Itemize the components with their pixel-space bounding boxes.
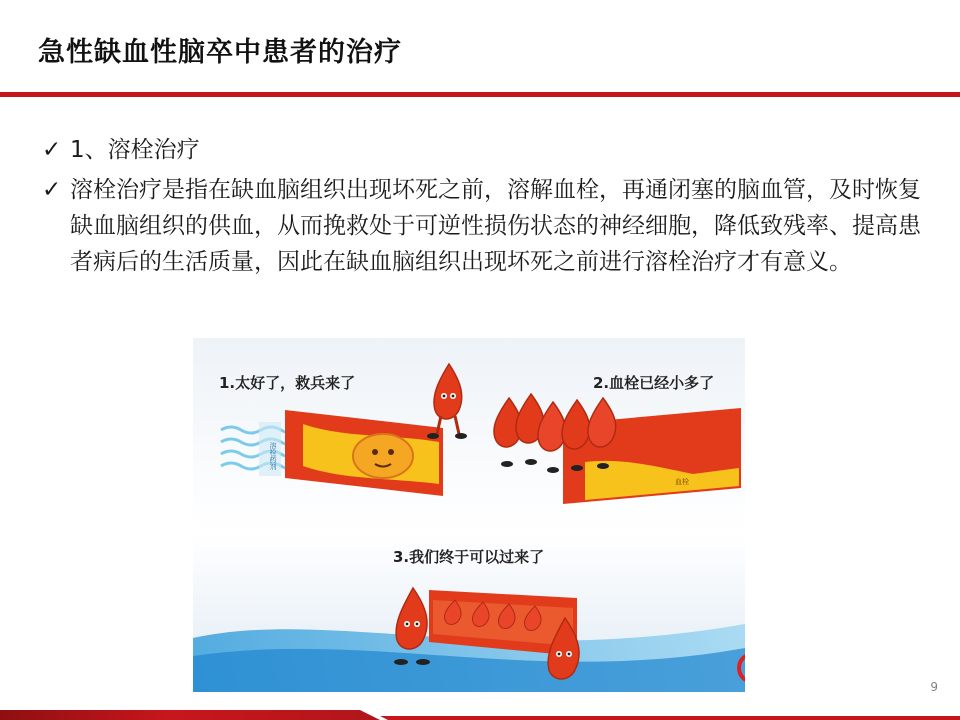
bullet-item (42, 132, 922, 168)
panel-3-label: 3.我们终于可以过来了 (393, 548, 545, 566)
bullet-text: 1、溶栓治疗 (70, 137, 200, 163)
page-number: 9 (930, 680, 938, 694)
clot-label: 血栓 (675, 478, 689, 486)
title-divider (0, 92, 960, 97)
drug-label: 溶栓药剂 (269, 442, 277, 470)
thrombolysis-illustration (193, 338, 745, 692)
panel-2-label: 2.血栓已经小多了 (593, 374, 715, 392)
bullet-text: 溶栓治疗是指在缺血脑组织出现坏死之前，溶解血栓，再通闭塞的脑血管，及时恢复缺血脑组织的供血，从而挽救处于可逆性损伤状态的神经细胞，降低致残率、提高患者病后的生活质量，因此在缺血脑组织出现坏死之前进行溶栓治疗才有意义。 (70, 177, 921, 275)
slide-title: 急性缺血性脑卒中患者的治疗 (38, 37, 402, 68)
checkmark-icon: ✓ (42, 177, 62, 203)
footer-accent-bar (0, 704, 960, 720)
panel-1-label: 1.太好了，救兵来了 (219, 374, 356, 392)
bullet-item (42, 172, 926, 280)
checkmark-icon: ✓ (42, 137, 62, 163)
